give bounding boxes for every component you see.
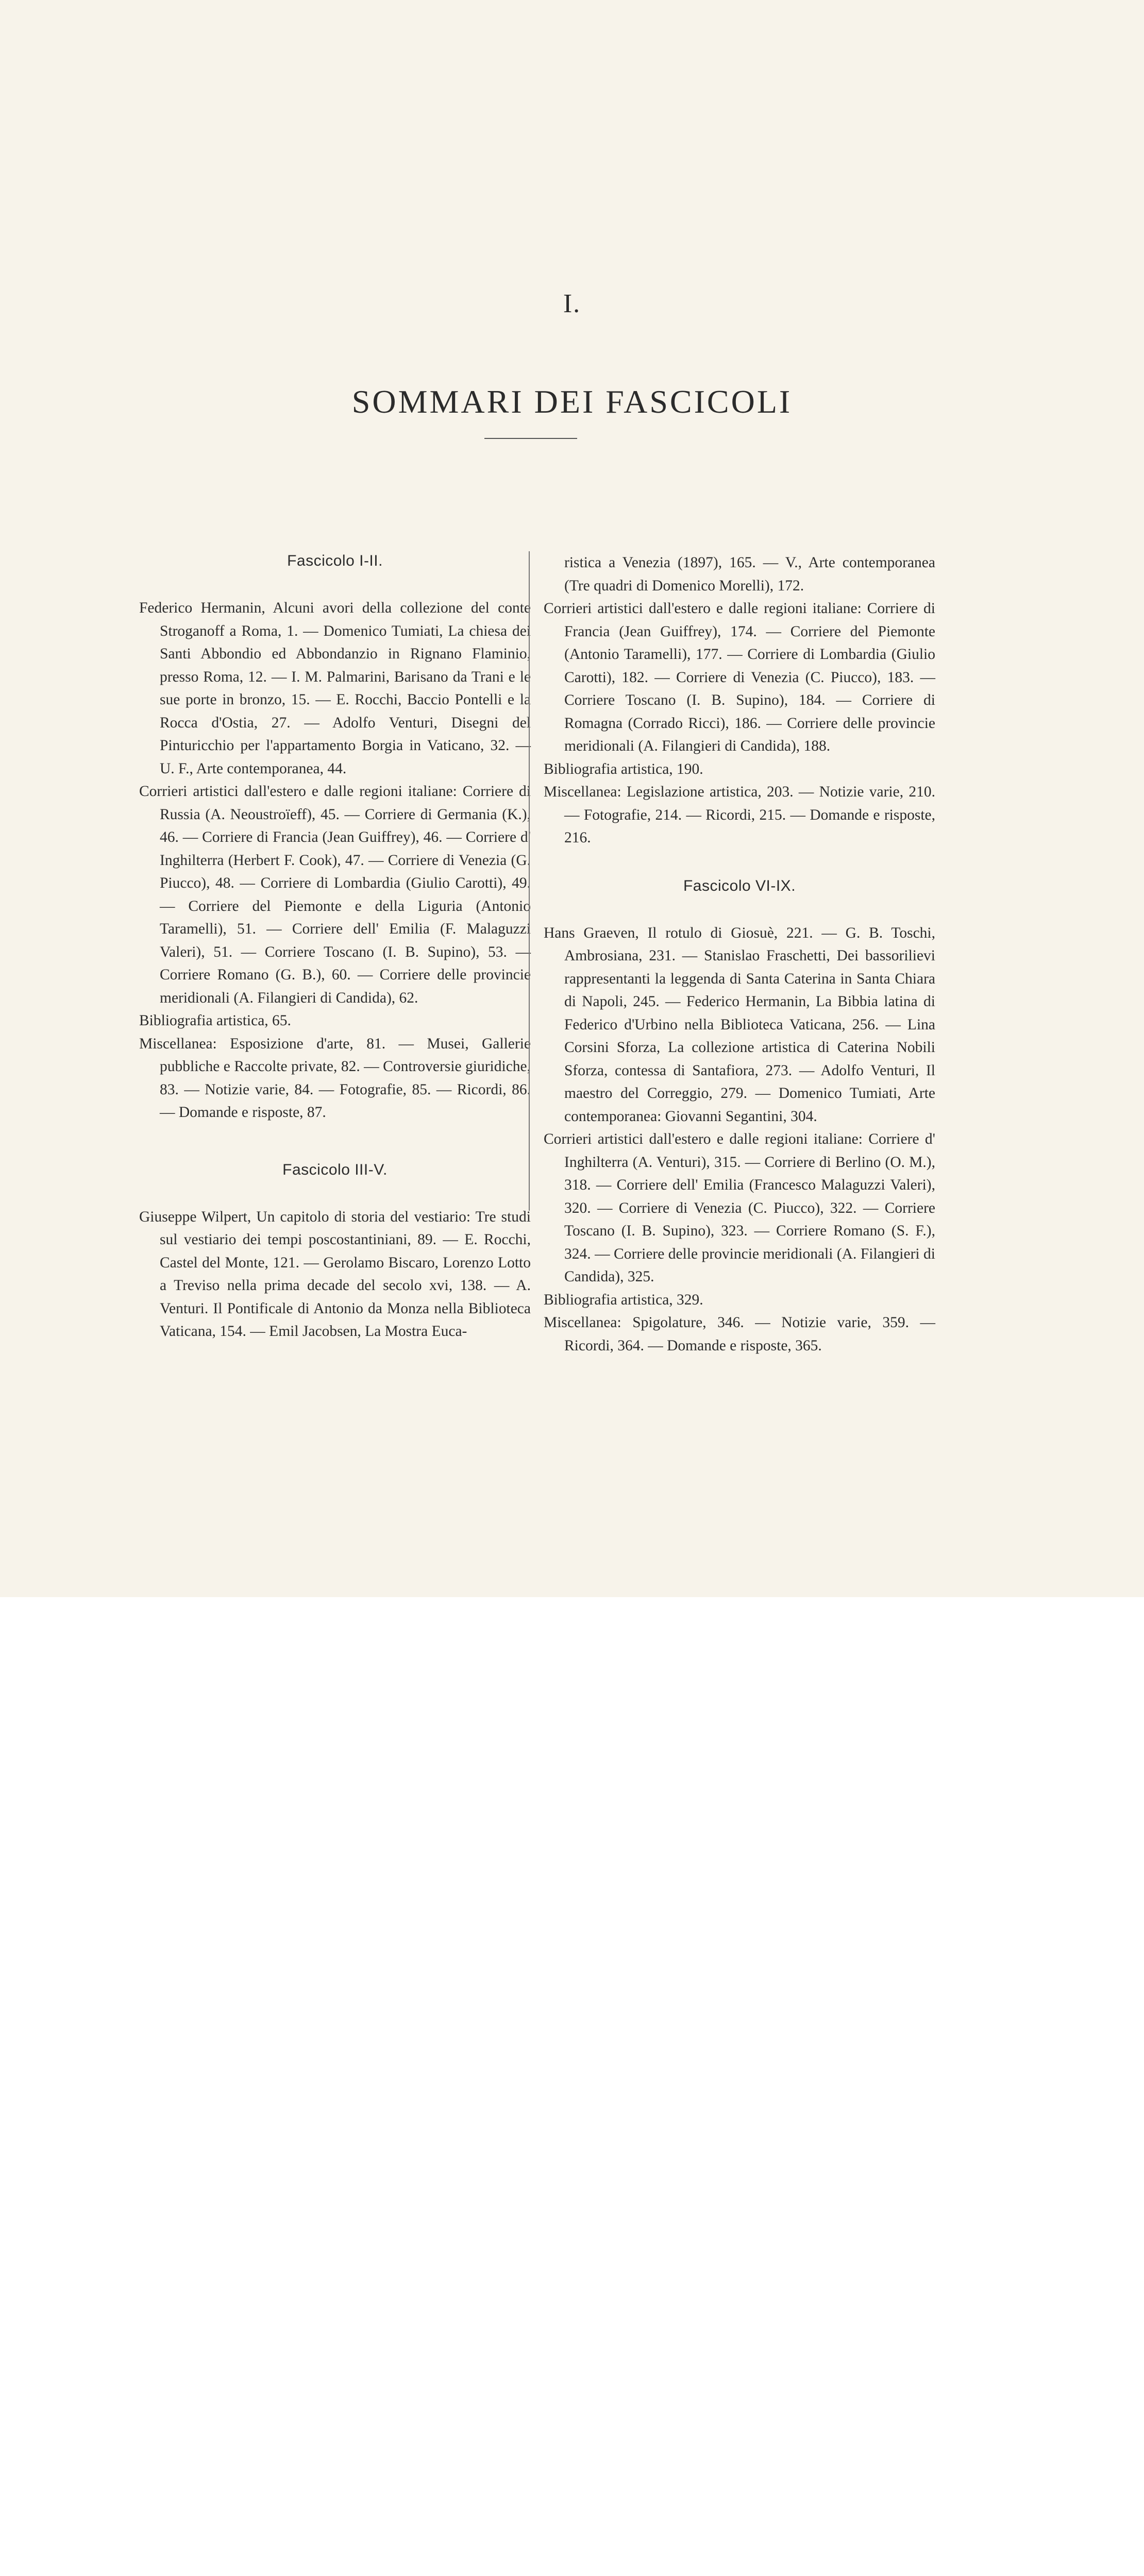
entry-bibliografia: Bibliografia artistica, 65. (139, 1012, 291, 1029)
column-divider (529, 551, 530, 1211)
fascicolo-heading: Fascicolo VI-IX. (683, 877, 796, 894)
entry-miscellanea: Miscellanea: Esposizione d'arte, 81. — Musei, Gallerie pubbliche e Raccolte private, 82. — Controversie giuridiche, 83. — Notizie varie, 84. — Fotografie, 85. — Ricordi, 86. — Domande e risposte, 87. (139, 1035, 531, 1121)
fascicolo-heading: Fascicolo I-II. (287, 552, 383, 569)
page-title: SOMMARI DEI FASCICOLI (351, 383, 793, 420)
entry-bibliografia: Bibliografia artistica, 329. (544, 1291, 703, 1308)
digitization-footer (0, 1597, 1144, 1715)
entry-bibliografia: Bibliografia artistica, 190. (544, 760, 703, 777)
entry-articles: Federico Hermanin, Alcuni avori della collezione del conte Stroganoff a Roma, 1. — Domenico Tumiati, La chiesa dei Santi Abbondio ed Abbondanzio in Rignano Flaminio, presso Roma, 12. — I. M. Palmarini, Barisano da Trani e le sue porte in bronzo, 15. — E. Rocchi, Baccio Pontelli e la Rocca d'Ostia, 27. — Adolfo Venturi, Disegni del Pinturicchio per l'appartamento Borgia in Vaticano, 32. — U. F., Arte contemporanea, 44. (139, 600, 531, 777)
entry-corrieri: Corrieri artistici dall'estero e dalle regioni italiane: Corriere d' Inghilterra (A. Venturi), 315. — Corriere di Berlino (O. M.), 318. — Corriere dell' Emilia (Francesco Malaguzzi Valeri), 320. — Corriere di Venezia (C. Piucco), 322. — Corriere Toscano (I. B. Supino), 323. — Corriere Romano (S. F.), 324. — Corriere delle provincie meridionali (A. Filangieri di Candida), 325. (544, 1131, 935, 1285)
entry-miscellanea: Miscellanea: Spigolature, 346. — Notizie varie, 359. — Ricordi, 364. — Domande e risposte, 365. (544, 1314, 935, 1354)
right-column (544, 551, 935, 1357)
title-rule (484, 438, 577, 439)
entry-corrieri: Corrieri artistici dall'estero e dalle regioni italiane: Corriere di Francia (Jean Guiffrey), 174. — Corriere del Piemonte (Antonio Taramelli), 177. — Corriere di Lombardia (Giulio Carotti), 182. — Corriere di Venezia (C. Piucco), 183. — Corriere Toscano (I. B. Supino), 184. — Corriere di Romagna (Corrado Ricci), 186. — Corriere delle provincie meridionali (A. Filangieri di Candida), 188. (544, 600, 935, 754)
section-numeral: I. (563, 289, 581, 318)
entry-articles: Hans Graeven, Il rotulo di Giosuè, 221. — G. B. Toschi, Ambrosiana, 231. — Stanislao Fraschetti, Dei bassorilievi rappresentanti la leggenda di Santa Caterina in Santa Chiara di Napoli, 245. — Federico Hermanin, La Bibbia latina di Federico d'Urbino nella Biblioteca Vaticana, 256. — Lina Corsini Sforza, La collezione artistica di Caterina Nobili Sforza, contessa di Santafiora, 273. — Adolfo Venturi, Il maestro del Correggio, 279. — Domenico Tumiati, Arte contemporanea: Giovanni Segantini, 304. (544, 924, 935, 1125)
fascicolo-heading: Fascicolo III-V. (282, 1161, 388, 1178)
left-column (139, 551, 531, 1343)
spacer (544, 850, 935, 876)
entry-articles: Giuseppe Wilpert, Un capitolo di storia del vestiario: Tre studi sul vestiario dei tempi poscostantiniani, 89. — E. Rocchi, Castel del Monte, 121. — Gerolamo Biscaro, Lorenzo Lotto a Treviso nella prima decade del secolo xvi, 138. — A. Venturi. Il Pontificale di Antonio da Monza nella Biblioteca Vaticana, 154. — Emil Jacobsen, La Mostra Euca- (139, 1208, 531, 1340)
entry-miscellanea: Miscellanea: Legislazione artistica, 203. — Notizie varie, 210. — Fotografie, 214. — Ricordi, 215. — Domande e risposte, 216. (544, 784, 935, 846)
spacer (139, 1124, 531, 1160)
entry-continuation: ristica a Venezia (1897), 165. — V., Arte contemporanea (Tre quadri di Domenico Morelli), 172. (564, 554, 935, 594)
entry-corrieri: Corrieri artistici dall'estero e dalle regioni italiane: Corriere di Russia (A. Neoustroïeff), 45. — Corriere di Germania (K.), 46. — Corriere di Francia (Jean Guiffrey), 46. — Corriere d' Inghilterra (Herbert F. Cook), 47. — Corriere di Venezia (G. Piucco), 48. — Corriere di Lombardia (Giulio Carotti), 49. — Corriere del Piemonte e della Liguria (Antonio Taramelli), 51. — Corriere dell' Emilia (F. Malaguzzi Valeri), 51. — Corriere Toscano (I. B. Supino), 53. — Corriere Romano (G. B.), 60. — Corriere delle provincie meridionali (A. Filangieri di Candida), 62. (139, 783, 531, 1006)
